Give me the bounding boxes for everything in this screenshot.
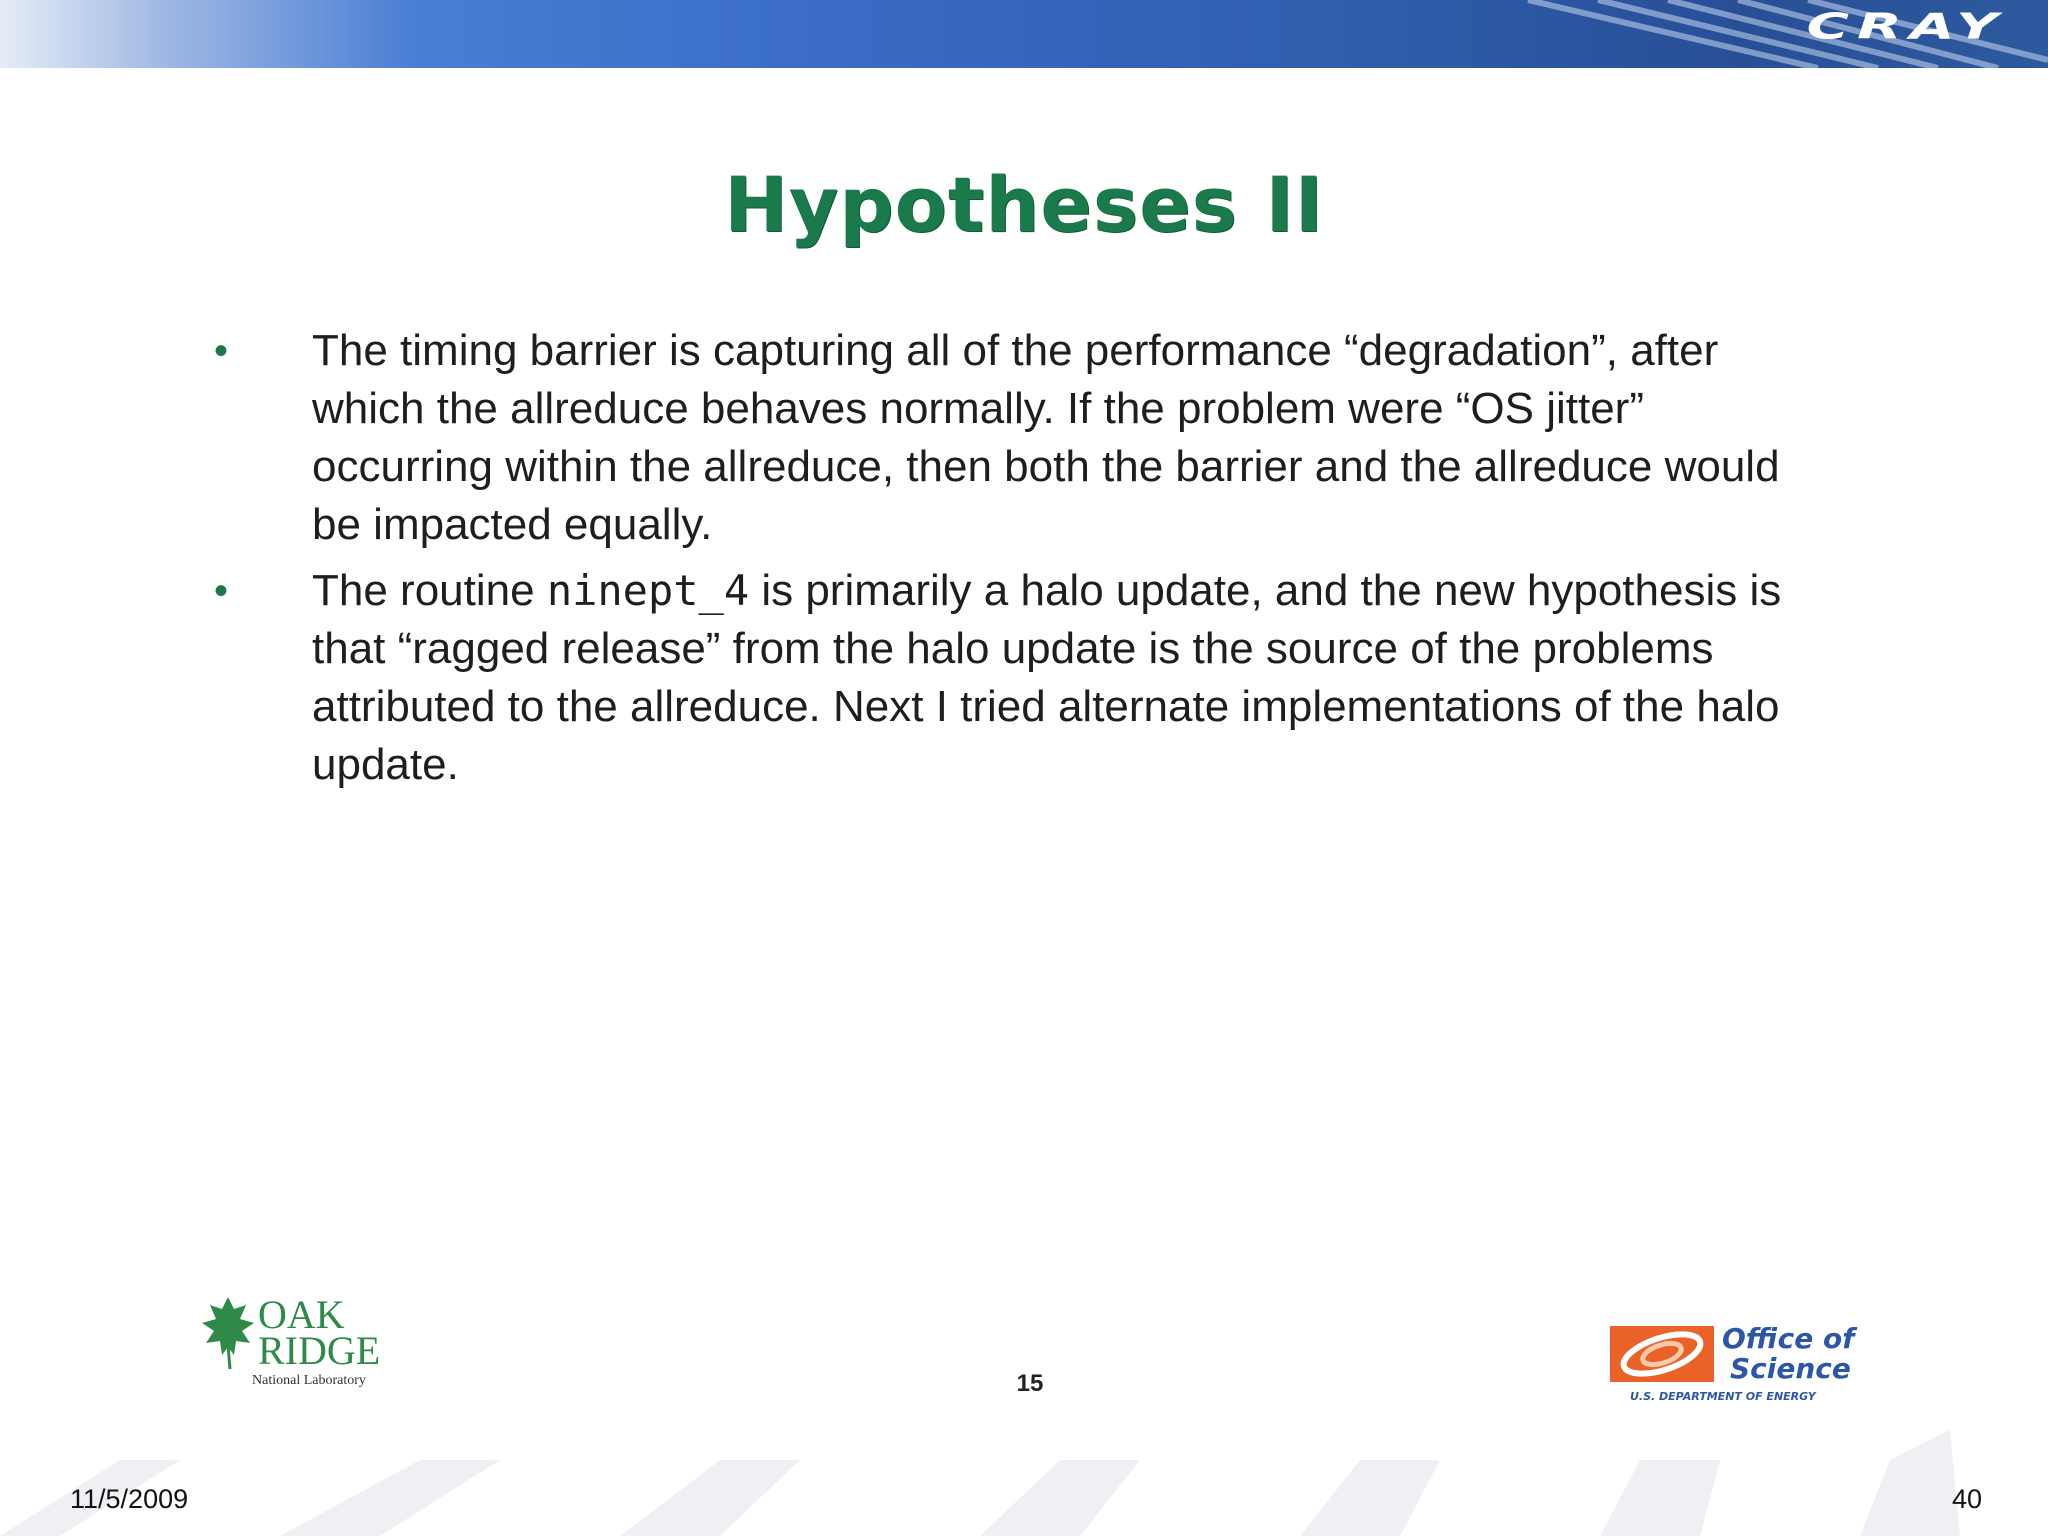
footer-stripes-decoration: [0, 1400, 2048, 1536]
doe-logo-office-of: Office of: [1722, 1322, 1855, 1355]
slide-title: Hypotheses II: [724, 160, 1324, 249]
cray-logo: CRAY: [1806, 5, 2006, 48]
ornl-logo-oak: OAK: [258, 1292, 345, 1337]
doe-logo-subtitle: U.S. DEPARTMENT OF ENERGY: [1630, 1390, 1816, 1403]
header-bar: [0, 0, 2048, 68]
ornl-logo-ridge: RIDGE: [258, 1328, 381, 1373]
bullet-dot-icon: •: [214, 569, 229, 613]
bullet-item: [208, 322, 1808, 554]
bullet-text: The timing barrier is capturing all of the performance “degradation”, after which the allreduce behaves normally. If the problem were “OS jitter” occurring within the allreduce, then both the barrier and the allreduce would be impacted equally.: [312, 326, 1780, 549]
bullet-text-after-code: is primarily a halo update, and the new hypothesis is that “ragged release” from the halo update is the source of the problems attributed to the allreduce. Next I tried alternate implementations of the halo update.: [312, 566, 1782, 789]
bullet-item: [208, 562, 1808, 794]
code-routine-name: ninept_4: [546, 566, 750, 615]
bullet-list: [208, 322, 1808, 802]
footer-page-number: 40: [1951, 1484, 1982, 1514]
bullet-dot-icon: •: [214, 329, 229, 373]
inner-slide-number: 15: [1016, 1370, 1044, 1397]
doe-logo-science: Science: [1730, 1352, 1851, 1385]
ornl-logo-subtitle: National Laboratory: [252, 1373, 366, 1388]
doe-swirl-icon: [1610, 1324, 1714, 1384]
footer-date: 11/5/2009: [70, 1484, 189, 1514]
bullet-text-before-code: The routine: [312, 566, 547, 615]
oak-leaf-icon: [200, 1295, 256, 1371]
doe-office-of-science-logo: [1610, 1320, 1870, 1410]
